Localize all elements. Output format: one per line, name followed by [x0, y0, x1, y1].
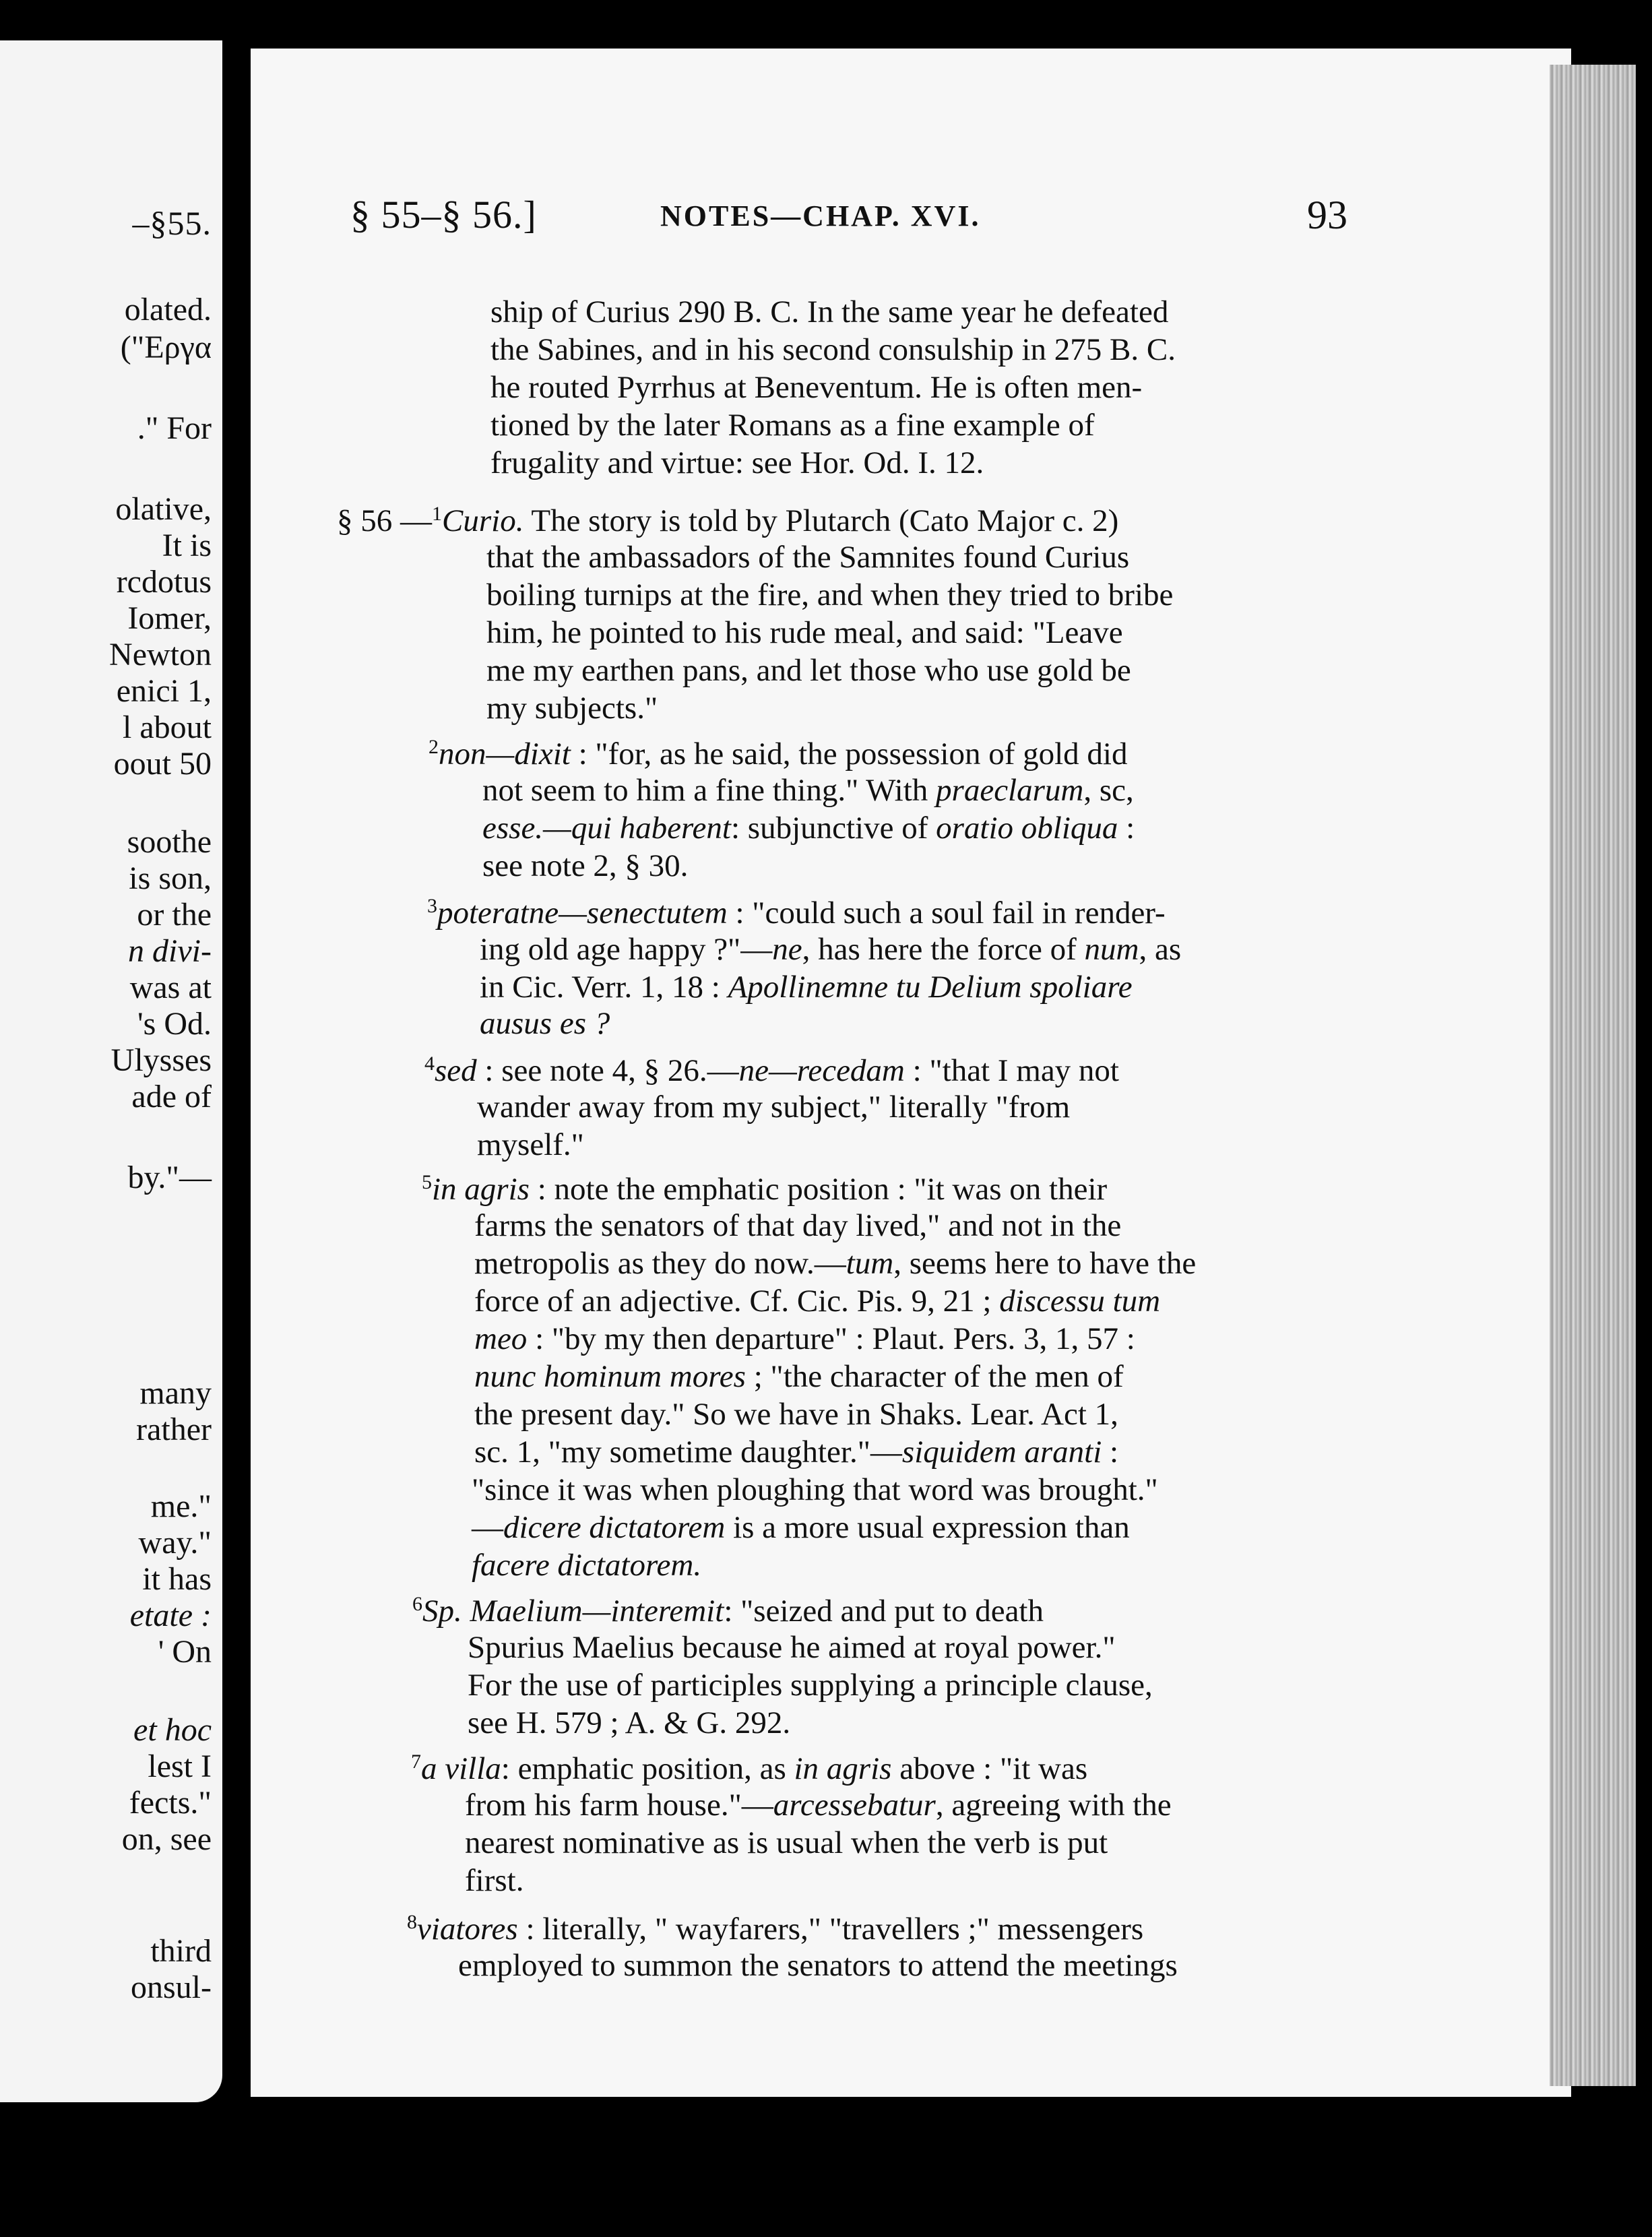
text-span: in Cic. Verr. 1, 18 :	[480, 970, 728, 1005]
text-span: metropolis as they do now.—	[474, 1246, 846, 1281]
left-line: rather	[136, 1412, 212, 1447]
text-line: ausus es ?	[480, 1006, 610, 1041]
note-lemma: Sp. Maelium—interemit	[422, 1594, 724, 1629]
text-line: farms the senators of that day lived," and not in the	[474, 1208, 1122, 1243]
left-line: is son,	[129, 860, 212, 896]
left-line: it has	[142, 1561, 212, 1597]
section-mark: § 56 —	[337, 503, 432, 538]
left-line: was at	[129, 970, 212, 1005]
text-span: : "that I may not	[904, 1053, 1119, 1088]
text-line: the Sabines, and in his second consulship in 275 B. C.	[490, 332, 1176, 367]
text-span: above : "it was	[891, 1751, 1088, 1786]
note-4-first-line	[424, 1054, 1119, 1087]
note-number: 8	[407, 1911, 417, 1933]
text-span: ing old age happy ?"—	[480, 932, 773, 967]
note-number: 5	[422, 1171, 432, 1193]
note-number: 4	[424, 1052, 435, 1075]
note-3-first-line	[427, 896, 1166, 929]
left-line: It is	[162, 528, 212, 563]
text-span: :	[1118, 811, 1135, 846]
text-line: tioned by the later Romans as a fine example of	[490, 408, 1095, 443]
note-1-first-line	[337, 504, 1118, 537]
left-facing-page	[0, 40, 222, 2102]
text-line	[474, 1248, 1196, 1280]
italic-span: Apollinemne tu Delium spoliare	[728, 970, 1133, 1005]
left-line: Iomer,	[127, 600, 212, 636]
left-line: et hoc	[133, 1712, 212, 1748]
text-span: force of an adjective. Cf. Cic. Pis. 9, 21 ;	[474, 1284, 1000, 1319]
text-span: from his farm house."—	[465, 1788, 773, 1823]
text-span: ; "the character of the men of	[745, 1359, 1124, 1394]
left-line: on, see	[121, 1821, 212, 1857]
left-line: oout 50	[113, 746, 212, 782]
text-line: the present day." So we have in Shaks. Lear. Act 1,	[474, 1397, 1118, 1432]
text-span: : "by my then departure" : Plaut. Pers. 3, 1, 57 :	[527, 1321, 1135, 1356]
running-header	[350, 192, 1347, 259]
italic-span: tum	[846, 1246, 894, 1281]
text-line	[480, 934, 1181, 966]
italic-span: meo	[474, 1321, 528, 1356]
text-span: , has here the force of	[802, 932, 1085, 967]
note-text: : note the emphatic position : "it was on their	[529, 1172, 1108, 1207]
left-line: or the	[137, 897, 212, 933]
left-line: way."	[138, 1525, 212, 1561]
left-line: rcdotus	[116, 564, 212, 600]
text-line	[465, 1790, 1172, 1821]
text-line	[474, 1361, 1124, 1393]
left-line: many	[139, 1375, 212, 1411]
italic-span: discessu tum	[999, 1284, 1161, 1319]
italic-span: praeclarum	[936, 773, 1084, 808]
note-lemma: sed	[435, 1053, 477, 1088]
left-line: ade of	[131, 1079, 212, 1114]
text-span: , sc,	[1083, 773, 1134, 808]
note-7-first-line	[411, 1752, 1087, 1785]
text-line: myself."	[477, 1127, 584, 1162]
text-line	[472, 1512, 1130, 1544]
italic-span: oratio obliqua	[936, 811, 1118, 846]
note-text: : "could such a soul fail in render-	[727, 895, 1166, 931]
italic-span: ne	[772, 932, 802, 967]
note-6-first-line	[412, 1594, 1044, 1627]
left-line: n divi-	[128, 933, 212, 969]
italic-span: in agris	[794, 1751, 892, 1786]
text-line: see H. 579 ; A. & G. 292.	[468, 1705, 791, 1740]
text-line	[482, 813, 1135, 844]
left-line: ("Εργα	[120, 329, 212, 365]
italic-span: dicere dictatorem	[503, 1510, 726, 1545]
text-line: wander away from my subject," literally "from	[477, 1090, 1071, 1125]
text-span: is a more usual expression than	[725, 1510, 1130, 1545]
text-span: not seem to him a fine thing." With	[482, 773, 936, 808]
page-fore-edge	[1550, 65, 1636, 2086]
text-line: employed to summon the senators to attend the meetings	[458, 1948, 1178, 1983]
text-line	[474, 1323, 1135, 1355]
left-line: –§55.	[132, 204, 212, 242]
italic-span: ne—recedam	[738, 1053, 905, 1088]
italic-span: num	[1084, 932, 1139, 967]
text-line: nearest nominative as is usual when the verb is put	[465, 1825, 1108, 1860]
left-line: olated.	[124, 292, 212, 327]
note-text: The story is told by Plutarch (Cato Major c. 2)	[523, 503, 1119, 538]
note-text: : literally, " wayfarers," "travellers ;" messengers	[517, 1912, 1144, 1947]
text-line: ship of Curius 290 B. C. In the same year he defeated	[490, 294, 1169, 329]
note-number: 7	[411, 1751, 421, 1773]
text-line: see note 2, § 30.	[482, 848, 689, 883]
italic-span: arcessebatur	[773, 1788, 936, 1823]
text-line: "since it was when ploughing that word was brought."	[472, 1472, 1158, 1507]
text-line	[480, 972, 1133, 1003]
note-number: 2	[428, 736, 439, 758]
left-line: etate :	[129, 1598, 212, 1633]
text-span: :	[1102, 1435, 1119, 1470]
left-line: lest I	[148, 1748, 212, 1784]
italic-span: nunc hominum mores	[474, 1359, 746, 1394]
left-line: Ulysses	[110, 1042, 212, 1078]
left-line: 's Od.	[137, 1006, 212, 1042]
text-line: boiling turnips at the fire, and when they tried to bribe	[486, 577, 1174, 612]
left-line: Newton	[109, 637, 212, 672]
note-number: 1	[432, 503, 442, 525]
left-line: l about	[123, 710, 212, 745]
left-line: soothe	[127, 824, 212, 860]
text-line: Spurius Maelius because he aimed at royal power."	[468, 1630, 1116, 1665]
left-line: onsul-	[131, 1970, 212, 2005]
text-span: sc. 1, "my sometime daughter."—	[474, 1435, 902, 1470]
italic-span: siquidem aranti	[901, 1435, 1102, 1470]
note-number: 6	[412, 1593, 422, 1615]
note-lemma: poteratne—senectutem	[437, 895, 728, 931]
left-line: by."—	[127, 1160, 212, 1195]
left-line: fects."	[129, 1785, 212, 1821]
text-line: me my earthen pans, and let those who use gold be	[486, 653, 1131, 688]
left-line: olative,	[115, 491, 212, 527]
text-line: he routed Pyrrhus at Beneventum. He is often men-	[490, 370, 1143, 405]
note-lemma: non—dixit	[439, 736, 571, 771]
text-line: For the use of participles supplying a principle clause,	[468, 1668, 1153, 1703]
text-line	[482, 775, 1134, 807]
text-line: frugality and virtue: see Hor. Od. I. 12.	[490, 445, 984, 480]
note-8-first-line	[407, 1912, 1143, 1945]
text-span: —	[472, 1510, 503, 1545]
text-line: first.	[465, 1863, 524, 1898]
note-text: : "for, as he said, the possession of gold did	[570, 736, 1128, 771]
text-span: , as	[1139, 932, 1182, 967]
note-lemma: viatores	[417, 1912, 518, 1947]
text-span: , agreeing with the	[935, 1788, 1172, 1823]
text-span: : see note 4, § 26.—	[476, 1053, 739, 1088]
text-line: my subjects."	[486, 691, 658, 726]
left-line: ' On	[158, 1634, 212, 1670]
text-line	[474, 1286, 1160, 1317]
header-title: NOTES—CHAP. XVI.	[660, 199, 981, 232]
text-line: that the ambassadors of the Samnites found Curius	[486, 540, 1130, 575]
text-line: him, he pointed to his rude meal, and said: "Leave	[486, 615, 1123, 650]
text-line	[474, 1437, 1118, 1468]
text-line: facere dictatorem.	[472, 1548, 702, 1583]
header-section-range: § 55–§ 56.]	[350, 193, 537, 237]
text-span: , seems here to have the	[893, 1246, 1197, 1281]
note-lemma: Curio.	[442, 503, 524, 538]
left-line: third	[150, 1933, 212, 1969]
note-5-first-line	[422, 1172, 1107, 1205]
italic-span: esse.—qui haberent	[482, 811, 731, 846]
note-text: : "seized and put to death	[724, 1594, 1044, 1629]
text-span: : subjunctive of	[730, 811, 936, 846]
note-number: 3	[427, 895, 437, 917]
left-line: ." For	[137, 410, 212, 446]
text-span: : emphatic position, as	[501, 1751, 794, 1786]
page-number: 93	[1307, 193, 1347, 237]
note-lemma: in agris	[432, 1172, 530, 1207]
left-line: me."	[150, 1488, 212, 1524]
left-line: enici 1,	[116, 673, 212, 709]
note-2-first-line	[428, 737, 1127, 770]
note-lemma: a villa	[421, 1751, 501, 1786]
